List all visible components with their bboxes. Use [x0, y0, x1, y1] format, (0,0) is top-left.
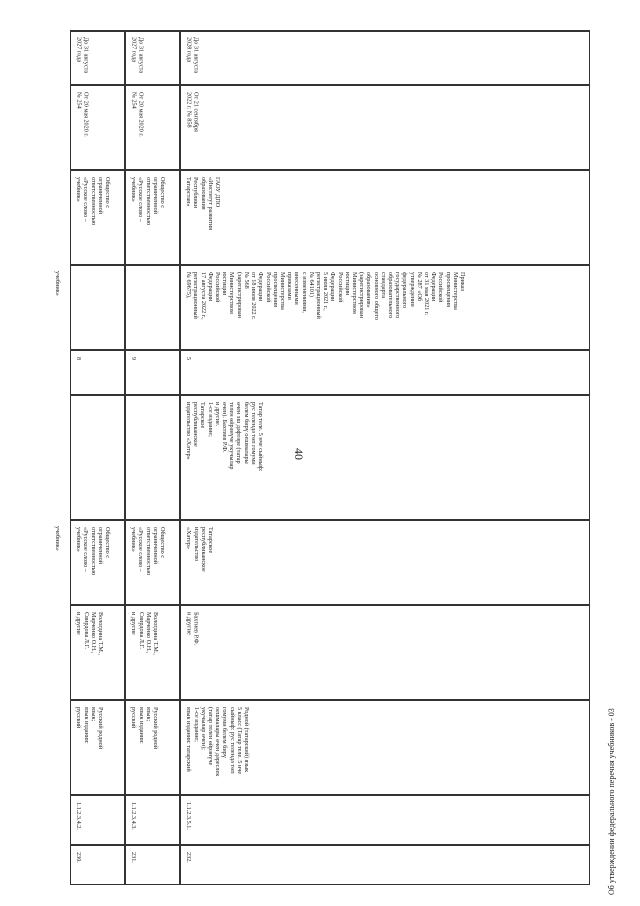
cell-text: До 31 августа 2028 года — [185, 37, 200, 74]
cell-text: 232. — [185, 852, 193, 863]
textbook-table — [54, 30, 590, 885]
cell-text: 230. — [75, 852, 83, 863]
cell-text: 9 — [130, 357, 138, 361]
table-cell-order — [125, 265, 180, 350]
cell-text: До 31 августа 2027 года — [75, 37, 90, 74]
table-cell-grade — [180, 350, 590, 395]
footer-text: Об утверждении федерального перечня учебников - 03 — [607, 708, 616, 895]
cell-text: 1.1.2.3.5.1. — [185, 802, 193, 830]
table-cell-date — [180, 85, 590, 170]
table-cell-valid — [180, 30, 590, 85]
cell-text: Общество с ограниченной ответственностью «Русское слово – учебник» — [130, 527, 167, 575]
cell-text: 1.1.2.3.4.3. — [130, 802, 138, 830]
page-number: 40 — [292, 448, 306, 460]
table-cell-authors — [125, 605, 180, 700]
table-cell-organization — [70, 170, 125, 265]
table-cell-authors — [180, 605, 590, 700]
fragment-text: учебник» — [54, 526, 62, 551]
header-fragment-b — [50, 520, 70, 605]
table-cell-organization — [125, 170, 180, 265]
header-fragment-a — [50, 265, 70, 350]
cell-text: 8 — [75, 357, 83, 361]
cell-text: Общество с ограниченной ответственностью «Русское слово – учебник» — [130, 177, 167, 225]
table-cell-note — [70, 395, 125, 520]
cell-text: Вологдина Т.М., Марченко О.Н., Свирдова Л.Г. и другие — [130, 612, 159, 655]
cell-text: От 21 сентября 2022 г. № 858 — [185, 92, 200, 132]
cell-text: Общество с ограниченной ответственностью «Русское слово – учебник» — [75, 527, 112, 575]
table-cell-date — [70, 85, 125, 170]
table-cell-order — [70, 265, 125, 350]
table-cell-order — [180, 265, 590, 350]
cell-text: Русский родной язык; язык издания: русский — [130, 707, 159, 750]
table-cell-grade — [70, 350, 125, 395]
cell-text: 5 — [185, 357, 193, 361]
table-cell-note — [125, 395, 180, 520]
cell-text: До 31 августа 2027 года — [130, 37, 145, 74]
cell-text: От 20 мая 2020 г. № 254 — [130, 92, 145, 137]
cell-text: От 20 мая 2020 г. № 254 — [75, 92, 90, 137]
table-cell-publisher — [180, 520, 590, 605]
cell-text: Вологдина Т.М., Марченко О.Н., Свирдова Л.Г. и другие — [75, 612, 104, 655]
cell-text: Русский родной язык; язык издания: русский — [75, 707, 104, 750]
table-cell-title — [70, 700, 125, 795]
cell-text: Татар теле. 5 нче сыйныф: рус телендә төп гомуми белем бирү оешмалары өчен эш дәфтәре (татар телен өйрәнүче укучылар өчен). Бахтиев Р.Ф. и другие. 1-се издание; Татарское республиканское издательство «Хәтер» — [185, 402, 265, 472]
table-cell-organization — [180, 170, 590, 265]
table-cell-publisher — [70, 520, 125, 605]
cell-text: 1.1.2.3.4.2. — [75, 802, 83, 830]
table-cell-code — [70, 795, 125, 845]
table-cell-num — [125, 845, 180, 885]
cell-text: Приказ Министерства просвещения Российской Федерации от 31 мая 2021 г. № 287 «Об утверждении федерального государственного образовательного стандарта основного общего образования» (зарегистрирован Министерством юстиции Российской Федерации 5 июля 2021 г., регистрационный № 64101) с изменениями, внесенными приказами Министерства просвещения Российской Федерации от 18 июля 2022 г. № 568 (зарегистрирован Министерством юстиции Российской Федерации 17 августа 2022 г., регистрационный № 69675), — [185, 272, 466, 320]
table-cell-code — [125, 795, 180, 845]
cell-text: ГАОУ ДПО «Институт развития образования Республики Татарстан» — [185, 177, 222, 230]
table-cell-code — [180, 795, 590, 845]
table-cell-grade — [125, 350, 180, 395]
table-cell-valid — [125, 30, 180, 85]
table-cell-num — [180, 845, 590, 885]
cell-text: 231. — [130, 852, 138, 863]
table-cell-publisher — [125, 520, 180, 605]
cell-text: Родной (татарский) язык 5 класс (Татар теле. 5 нче сыйныф: рус телендә төп гомуми белем бирү оешмалары өчен дәреслек (татар телен өйрәнүче укучылар өчен); 1-се издание; язык издания: татарский — [185, 707, 250, 777]
table-cell-note — [180, 395, 590, 520]
table-cell-title — [180, 700, 590, 795]
table-cell-title — [125, 700, 180, 795]
table-cell-date — [125, 85, 180, 170]
cell-text: Бахтиев Р.Ф. и другие — [185, 612, 200, 646]
fragment-text: учебник» — [54, 271, 62, 296]
table-cell-authors — [70, 605, 125, 700]
cell-text: Татарское республиканское издательство «Хәтер» — [185, 527, 214, 572]
table-cell-num — [70, 845, 125, 885]
table-cell-valid — [70, 30, 125, 85]
cell-text: Общество с ограниченной ответственностью «Русское слово – учебник» — [75, 177, 112, 225]
